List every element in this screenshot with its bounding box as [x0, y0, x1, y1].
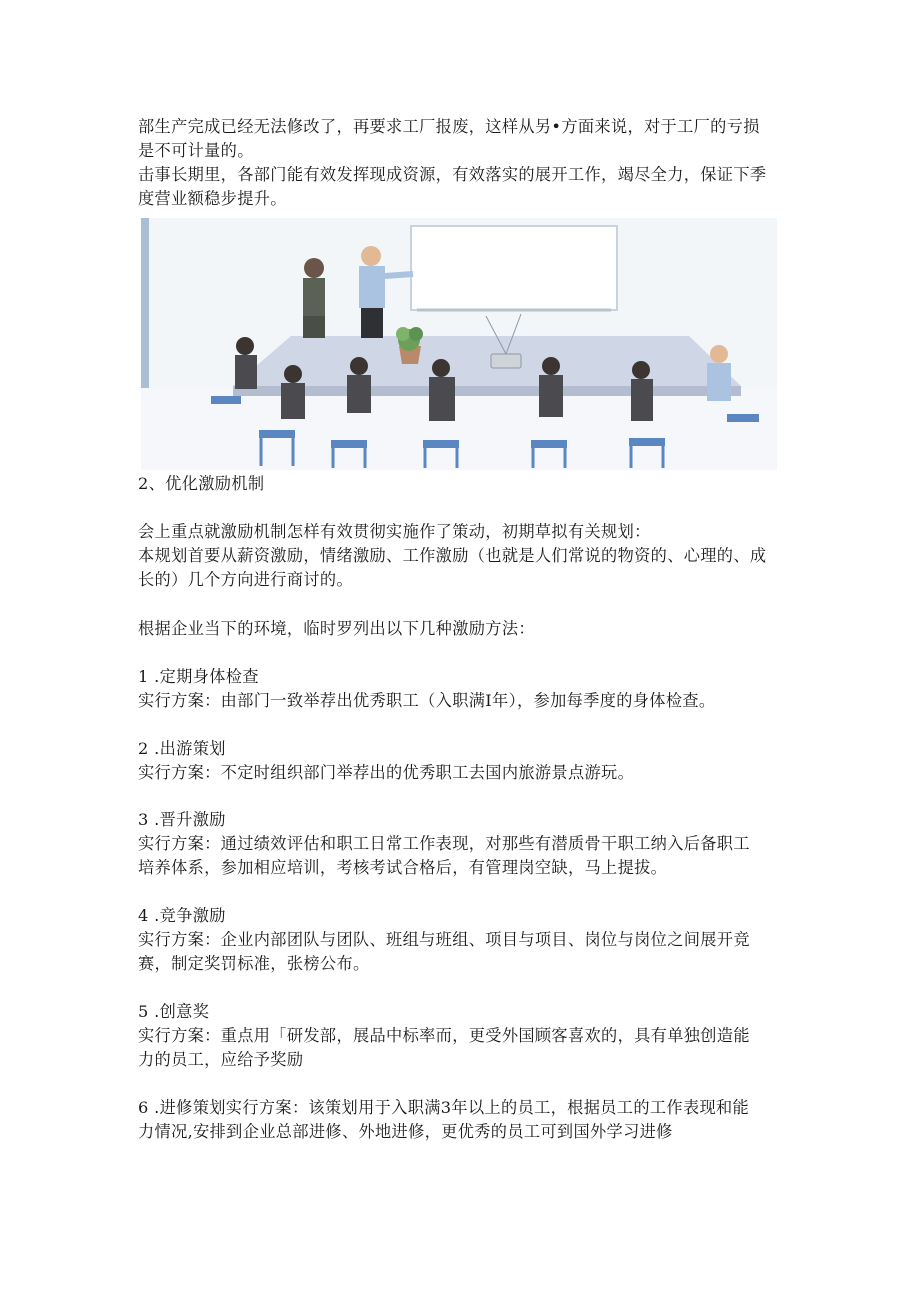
item-text: 实行方案：重点用「研发部，展品中标率而，更受外国顾客喜欢的，具有单独创造能 — [138, 1026, 750, 1045]
item-text: 培养体系，参加相应培训，考核考试合格后，有管理岗空缺，马上提拔。 — [138, 858, 668, 877]
item-title: 4 .竞争激励 — [138, 906, 226, 925]
item-title: 5 .创意奖 — [138, 1002, 210, 1021]
meeting-room-illustration — [141, 218, 777, 470]
section-paragraph-2-line-2: 长的）几个方向进行商讨的。 — [138, 570, 353, 589]
section-heading: 2、优化激励机制 — [138, 474, 265, 493]
item-title: 2 .出游策划 — [138, 739, 226, 758]
intro-paragraph-1-line-2: 是不可计量的。 — [138, 141, 254, 160]
item-title: 1 .定期身体检查 — [138, 667, 259, 686]
item-title: 3 .晋升激励 — [138, 810, 226, 829]
section-paragraph-3: 根据企业当下的环境，临时罗列出以下几种激励方法： — [138, 619, 535, 638]
item-text: 6 .进修策划实行方案：该策划用于入职满3年以上的员工，根据员工的工作表现和能 — [138, 1098, 750, 1117]
item-text: 力情况,安排到企业总部进修、外地进修，更优秀的员工可到国外学习进修 — [138, 1122, 673, 1141]
intro-paragraph-2-line-1: 击事长期里，各部门能有效发挥现成资源，有效落实的展开工作，竭尽全力，保证下季 — [138, 165, 767, 184]
item-text: 实行方案：企业内部团队与团队、班组与班组、项目与项目、岗位与岗位之间展开竞 — [138, 930, 750, 949]
item-text: 赛，制定奖罚标准，张榜公布。 — [138, 954, 370, 973]
item-text: 实行方案：不定时组织部门举荐出的优秀职工去国内旅游景点游玩。 — [138, 763, 635, 782]
intro-paragraph-2-line-2: 度营业额稳步提升。 — [138, 189, 287, 208]
section-paragraph-1: 会上重点就激励机制怎样有效贯彻实施作了策动，初期草拟有关规划： — [138, 522, 651, 541]
item-text: 实行方案：通过绩效评估和职工日常工作表现，对那些有潜质骨干职工纳入后备职工 — [138, 834, 750, 853]
intro-paragraph-1-line-1: 部生产完成已经无法修改了，再要求工厂报废，这样从另•方面来说，对于工厂的亏损 — [138, 117, 760, 136]
item-text: 实行方案：由部门一致举荐出优秀职工（入职满I年），参加每季度的身体检查。 — [138, 691, 716, 710]
section-paragraph-2-line-1: 本规划首要从薪资激励，情绪激励、工作激励（也就是人们常说的物资的、心理的、成 — [138, 546, 767, 565]
item-text: 力的员工，应给予奖励 — [138, 1050, 304, 1069]
